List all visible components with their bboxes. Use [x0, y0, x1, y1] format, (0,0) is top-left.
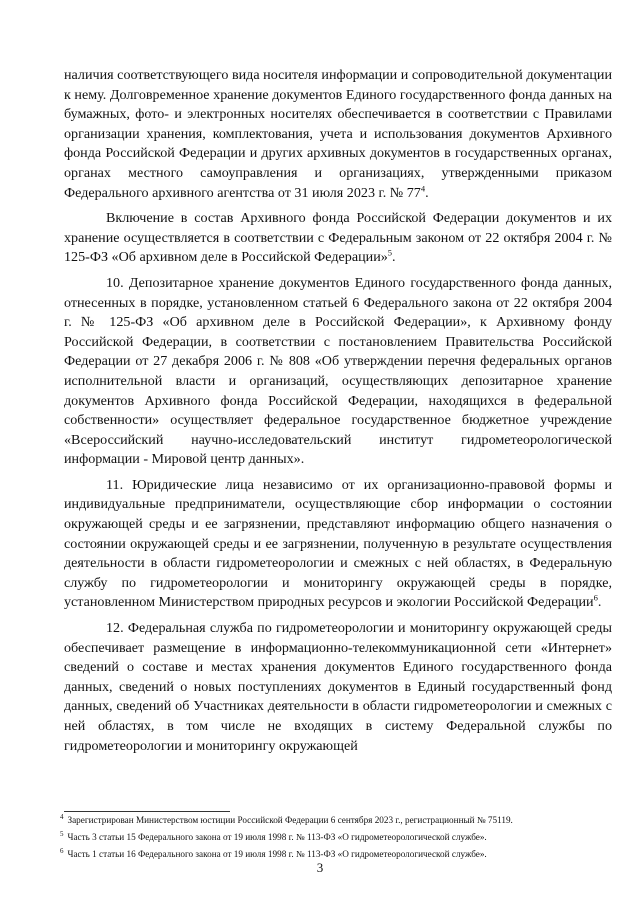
page-number: 3: [316, 860, 324, 875]
footnotes: [60, 812, 620, 863]
paragraph-11: 11. Юридические лица независимо от их организационно-правовой формы и индивидуальные предприниматели, осуществляющие сбор информации о состоянии окружающей среды и ее загрязнении, представляют информацию общего назначения о состоянии окружающей среды и ее загрязнении, полученную в результате осуществления деятельности в области гидрометеорологии и смежных с ней областях, в Федеральную службу по гидрометеорологии и мониторингу окружающей среды в порядке, установленном Министерством природных ресурсов и экологии Российской Федерации$^6$.: [64, 476, 612, 611]
body-text: [64, 66, 612, 756]
footnote-4: $^4$ Зарегистрирован Министерством юстиции Российской Федерации 6 сентября 2023 г., регистрационный № 75119.: [60, 812, 513, 825]
footnote-ref-6: 6: [593, 592, 598, 603]
paragraph-continuation: наличия соответствующего вида носителя информации и сопроводительной документации к нему. Долговременное хранение документов Единого государственного фонда данных на бумажных, фото- и электронных носителях обеспечивается в соответствии с Правилами организации хранения, комплектования, учета и использования документов Архивного фонда Российской Федерации и других архивных документов в государственных органах, органах местного самоуправления и организациях, утвержденными приказом Федерального архивного агентства от 31 июля 2023 г. № $77^4$.: [64, 67, 612, 201]
footnote-ref-4: 4: [420, 182, 426, 193]
footnote-ref-5: 5: [387, 247, 393, 258]
paragraph-12: 12. Федеральная служба по гидрометеорологии и мониторингу окружающей среды обеспечивает размещение в информационно-телекоммуникационной сети «Интернет» сведений о составе и местах хранения документов Единого государственного фонда данных, сведений о новых поступлениях документов в Единый государственный фонд данных, сведений об Участниках деятельности в области гидрометеорологии и смежных с ней областях, в том числе не входящих в систему Федеральной службы по гидрометеорологии и мониторингу окружающей: [64, 620, 612, 754]
paragraph-archive-inclusion: Включение в состав Архивного фонда Российской Федерации документов и их хранение осуществляется в соответствии с Федеральным законом от 22 октября 2004 г. № 125-ФЗ «Об архивном деле в Российской Федерации»$^5$.: [64, 210, 612, 266]
footnote-6: $^6$ Часть 1 статьи 16 Федерального закона от 19 июля 1998 г. № 113-ФЗ «О гидрометеорологической службе».: [60, 846, 487, 859]
paragraph-10: 10. Депозитарное хранение документов Единого государственного фонда данных, отнесенных в порядке, установленном статьей 6 Федерального закона от 22 октября 2004 г. № 125-ФЗ «Об архивном деле в Российской Федерации», к Архивному фонду Российской Федерации, в соответствии с постановлением Правительства Российской Федерации от 27 декабря 2006 г. № 808 «Об утверждении перечня федеральных органов исполнительной власти и организаций, осуществляющих депозитарное хранение документов Архивного фонда Российской Федерации, находящихся в федеральной собственности» осуществляет федеральное государственное бюджетное учреждение «Всероссийский научно-исследовательский институт гидрометеорологической информации - Мировой центр данных».: [64, 274, 612, 468]
footnote-5: $^5$ Часть 3 статьи 15 Федерального закона от 19 июля 1998 г. № 113-ФЗ «О гидрометеорологической службе».: [60, 829, 487, 842]
